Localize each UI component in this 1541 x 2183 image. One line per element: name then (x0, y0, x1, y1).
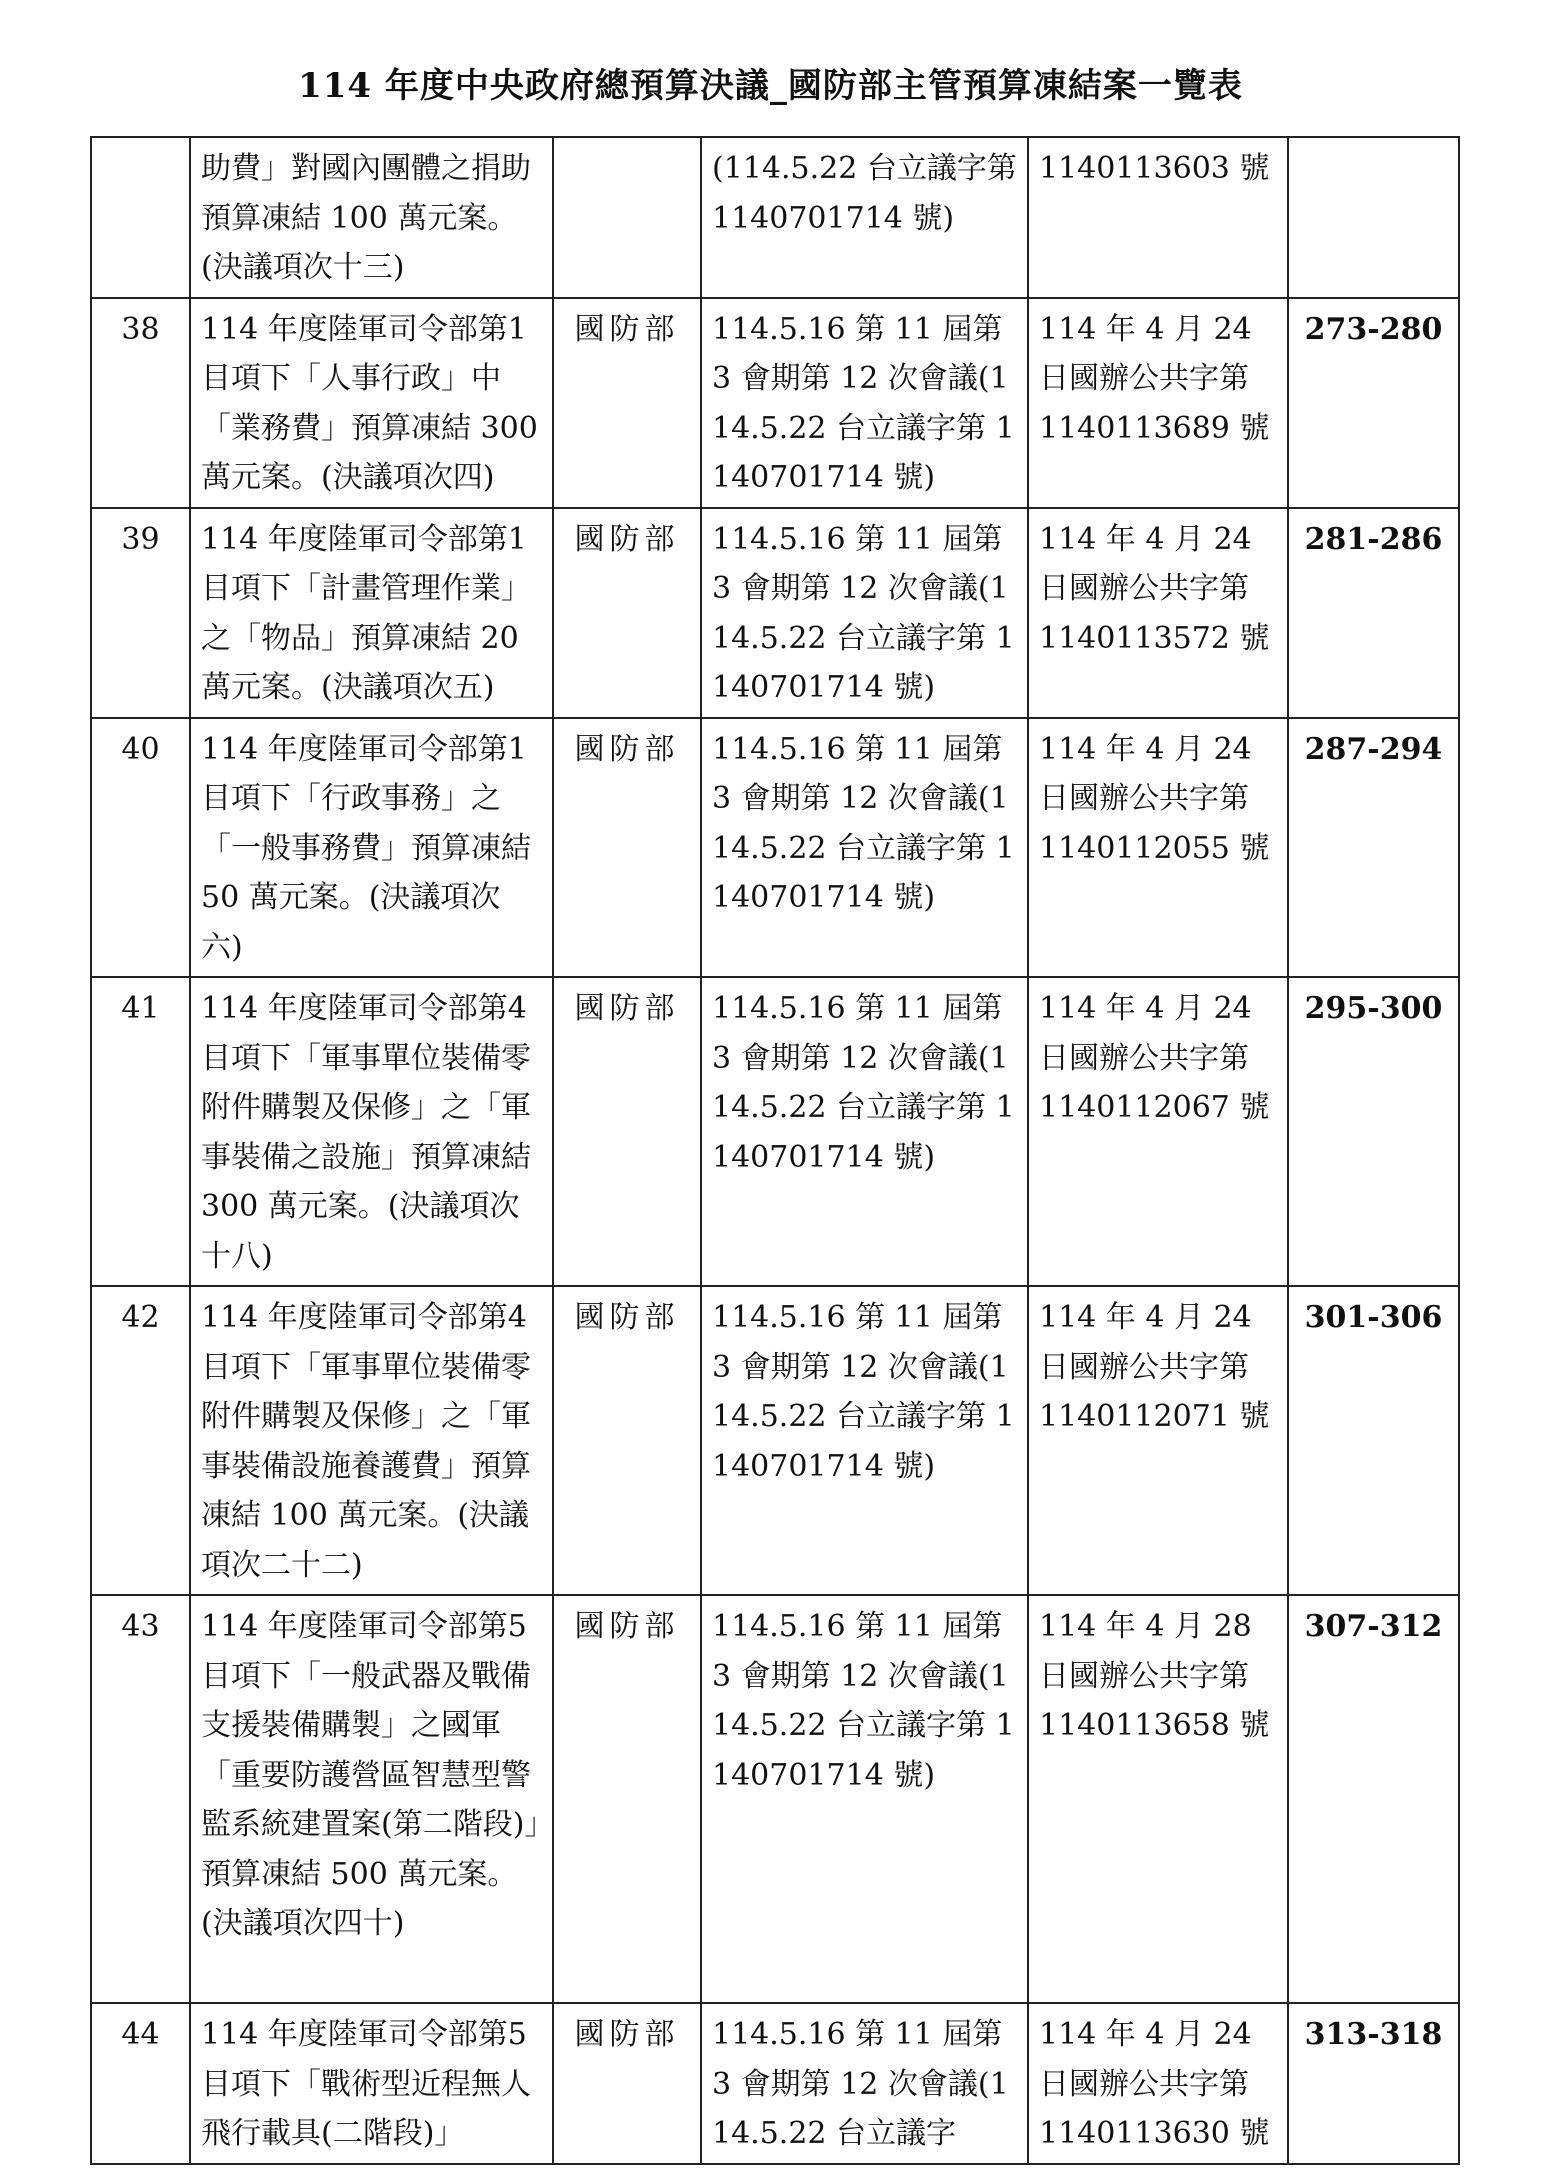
row-number-cell (91, 718, 190, 978)
page-range: 313-318 (1304, 2017, 1443, 2052)
department: 國防部 (574, 2017, 680, 2052)
department: 國防部 (574, 1300, 680, 1335)
department-cell (553, 508, 701, 718)
page-range-cell (1288, 977, 1459, 1286)
row-number-cell (91, 298, 190, 508)
case-subject-cell (190, 1595, 553, 2003)
case-subject: 114 年度陸軍司令部第4目項下「軍事單位裝備零附件購製及保修」之「軍事裝備之設施」預算凍結 300 萬元案。(決議項次十八) (201, 991, 541, 1274)
document-reference: 114 年 4 月 24 日國辦公共字第 1140112055 號 (1039, 731, 1270, 866)
department: 國防部 (574, 311, 680, 347)
row-number-cell (91, 508, 190, 718)
case-subject: 114 年度陸軍司令部第4目項下「軍事單位裝備零附件購製及保修」之「軍事裝備設施養護費」預算凍結 100 萬元案。(決議項次二十二) (201, 1300, 531, 1583)
document-reference: 114 年 4 月 28 日國辦公共字第 1140113658 號 (1039, 1609, 1270, 1743)
meeting-reference-cell (701, 977, 1028, 1286)
document-reference-cell (1028, 298, 1288, 508)
page-range-cell (1288, 718, 1459, 978)
case-subject-cell (190, 718, 553, 978)
document-reference: 114 年 4 月 24 日國辦公共字第 1140113689 號 (1039, 311, 1270, 446)
meeting-reference-cell (701, 298, 1028, 508)
row-number: 44 (121, 2017, 160, 2052)
department-cell (553, 137, 701, 298)
document-reference: 114 年 4 月 24 日國辦公共字第 1140112071 號 (1039, 1300, 1270, 1434)
table-row (91, 977, 1459, 1286)
department: 國防部 (574, 521, 680, 557)
department-cell (553, 298, 701, 508)
case-subject: 114 年度陸軍司令部第5目項下「一般武器及戰備支援裝備購製」之國軍「重要防護營區智慧型警監系統建置案(第二階段)」預算凍結 500 萬元案。(決議項次四十) (201, 1609, 540, 1941)
row-number: 42 (121, 1300, 160, 1335)
meeting-reference-cell (701, 508, 1028, 718)
case-subject-cell (190, 137, 553, 298)
case-subject-cell (190, 508, 553, 718)
page-range-cell (1288, 508, 1459, 718)
meeting-reference: 114.5.16 第 11 屆第 3 會期第 12 次會議(114.5.22 台立議字 (712, 2017, 1012, 2151)
page-range-cell (1288, 137, 1459, 298)
row-number-cell (91, 1286, 190, 1595)
document-reference: 1140113603 號 (1039, 151, 1270, 186)
meeting-reference-cell (701, 718, 1028, 978)
document-reference: 114 年 4 月 24 日國辦公共字第 1140113572 號 (1039, 521, 1270, 656)
page-range: 287-294 (1304, 731, 1443, 767)
case-subject: 114 年度陸軍司令部第1目項下「計畫管理作業」之「物品」預算凍結 20 萬元案。(決議項次五) (201, 521, 531, 705)
table-row (91, 718, 1459, 978)
page-range-cell (1288, 2003, 1459, 2164)
frozen-budget-table (90, 136, 1460, 2165)
row-number-cell (91, 977, 190, 1286)
document-reference-cell (1028, 1286, 1288, 1595)
meeting-reference: 114.5.16 第 11 屆第 3 會期第 12 次會議(114.5.22 台立議字第 1140701714 號) (712, 521, 1015, 705)
meeting-reference-cell (701, 2003, 1028, 2164)
case-subject: 114 年度陸軍司令部第1目項下「人事行政」中「業務費」預算凍結 300 萬元案。(決議項次四) (201, 311, 548, 495)
meeting-reference: 114.5.16 第 11 屆第 3 會期第 12 次會議(114.5.22 台立議字第 1140701714 號) (712, 731, 1015, 915)
page-range-cell (1288, 1286, 1459, 1595)
document-reference: 114 年 4 月 24 日國辦公共字第 1140113630 號 (1039, 2017, 1270, 2151)
department-cell (553, 977, 701, 1286)
page-range: 301-306 (1304, 1300, 1443, 1335)
case-subject: 114 年度陸軍司令部第5目項下「戰術型近程無人飛行載具(二階段)」 (201, 2017, 531, 2151)
document-reference-cell (1028, 1595, 1288, 2003)
table-row (91, 508, 1459, 718)
document-title: 114 年度中央政府總預算決議_國防部主管預算凍結案一覽表 (298, 66, 1243, 106)
document-reference-cell (1028, 508, 1288, 718)
department-cell (553, 1595, 701, 2003)
department: 國防部 (574, 731, 680, 767)
table-row (91, 137, 1459, 298)
department-cell (553, 1286, 701, 1595)
meeting-reference-cell (701, 1595, 1028, 2003)
row-number-cell (91, 137, 190, 298)
department: 國防部 (574, 991, 680, 1026)
document-reference-cell (1028, 977, 1288, 1286)
document-reference: 114 年 4 月 24 日國辦公共字第 1140112067 號 (1039, 991, 1270, 1125)
document-reference-cell (1028, 137, 1288, 298)
row-number: 38 (121, 311, 160, 347)
table-row (91, 1286, 1459, 1595)
department-cell (553, 718, 701, 978)
page-range-cell (1288, 1595, 1459, 2003)
case-subject-cell (190, 977, 553, 1286)
meeting-reference: 114.5.16 第 11 屆第 3 會期第 12 次會議(114.5.22 台立議字第 1140701714 號) (712, 1300, 1015, 1484)
page-range: 307-312 (1304, 1609, 1443, 1644)
table-row (91, 2003, 1459, 2164)
meeting-reference: 114.5.16 第 11 屆第 3 會期第 12 次會議(114.5.22 台立議字第 1140701714 號) (712, 991, 1015, 1175)
case-subject: 114 年度陸軍司令部第1目項下「行政事務」之「一般事務費」預算凍結 50 萬元案。(決議項次六) (201, 731, 541, 965)
department: 國防部 (574, 1609, 680, 1644)
table-row (91, 1595, 1459, 2003)
document-reference-cell (1028, 2003, 1288, 2164)
meeting-reference: 114.5.16 第 11 屆第 3 會期第 12 次會議(114.5.22 台立議字第 1140701714 號) (712, 311, 1015, 495)
row-number: 43 (121, 1609, 160, 1644)
meeting-reference: 114.5.16 第 11 屆第 3 會期第 12 次會議(114.5.22 台立議字第 1140701714 號) (712, 1609, 1015, 1793)
department-cell (553, 2003, 701, 2164)
document-reference-cell (1028, 718, 1288, 978)
row-number-cell (91, 1595, 190, 2003)
table-row (91, 298, 1459, 508)
meeting-reference-cell (701, 137, 1028, 298)
page-range: 281-286 (1304, 521, 1443, 557)
row-number: 40 (121, 731, 160, 767)
case-subject-cell (190, 298, 553, 508)
meeting-reference: (114.5.22 台立議字第 1140701714 號) (712, 151, 1027, 236)
case-subject-cell (190, 2003, 553, 2164)
meeting-reference-cell (701, 1286, 1028, 1595)
row-number-cell (91, 2003, 190, 2164)
page-range-cell (1288, 298, 1459, 508)
case-subject-cell (190, 1286, 553, 1595)
case-subject: 助費」對國內團體之捐助預算凍結 100 萬元案。(決議項次十三) (201, 151, 531, 285)
page-range: 295-300 (1304, 991, 1443, 1026)
row-number: 41 (121, 991, 160, 1026)
row-number: 39 (121, 521, 160, 557)
page-range: 273-280 (1304, 311, 1443, 347)
